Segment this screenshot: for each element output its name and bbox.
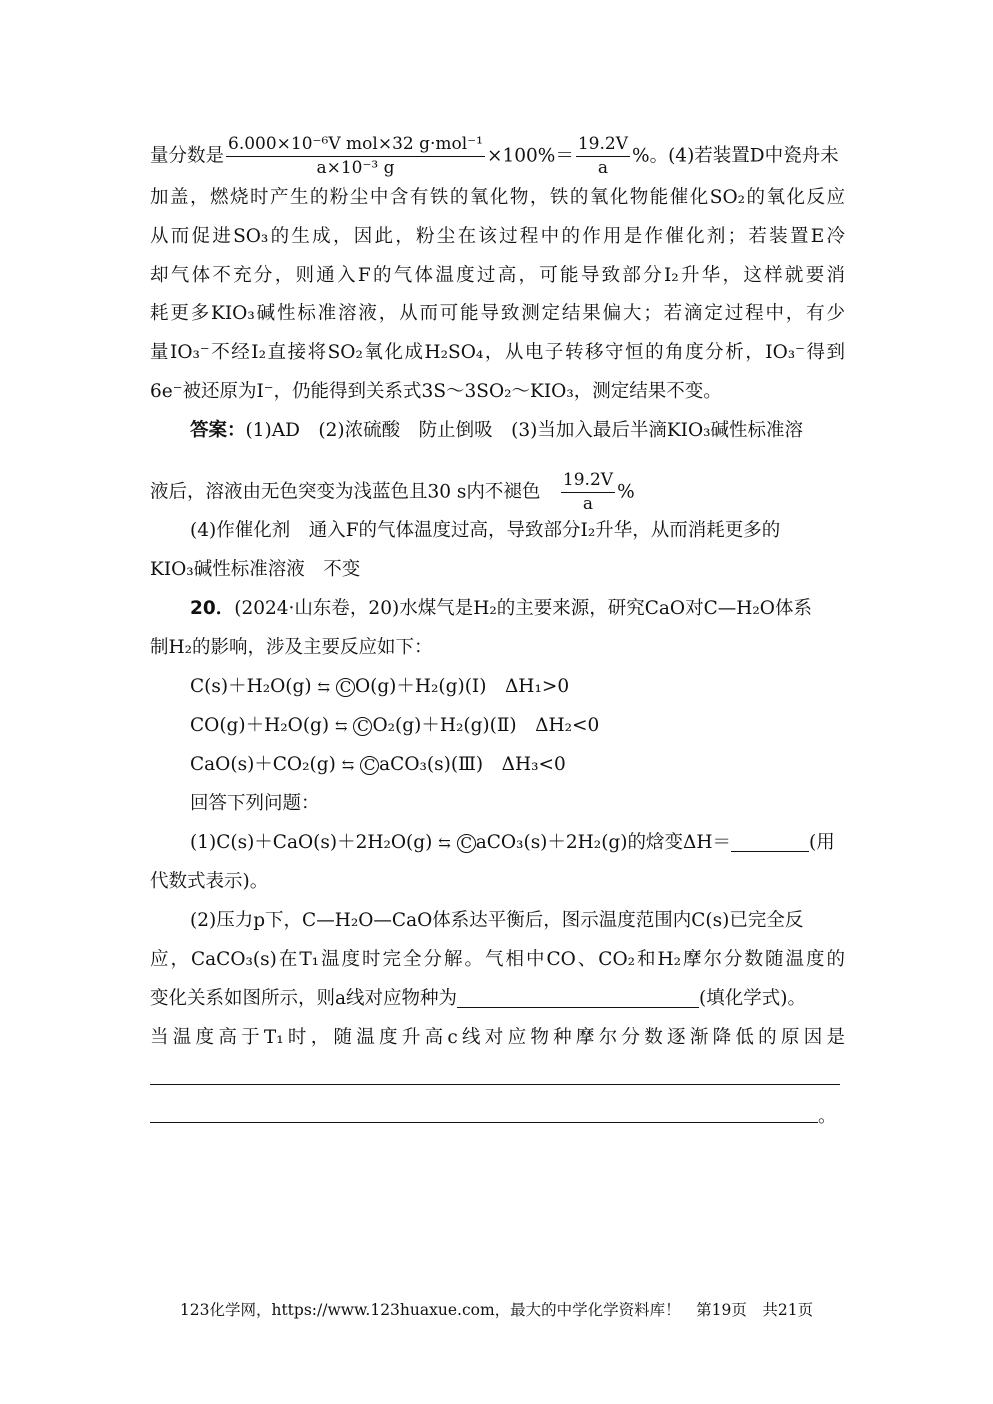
answer-text: % — [617, 481, 635, 503]
reaction-left: (1)C(s)＋CaO(s)＋2H₂O(g) — [190, 832, 433, 853]
reaction-right: O₂(g)＋H₂(g)(Ⅱ) ΔH₂<0 — [372, 715, 600, 736]
subquestion-2-line-1: (2)压力p下，C—H₂O—CaO体系达平衡后，图示温度范围内C(s)已完全反 — [190, 910, 804, 931]
text-segment: (用 — [809, 832, 835, 853]
question-20-line-1 — [190, 596, 845, 622]
fraction-numerator: 19.2V — [561, 470, 615, 493]
circled-letter: C — [457, 834, 476, 853]
reaction-left: CO(g)＋H₂O(g) — [190, 715, 330, 736]
answer-line-2 — [150, 470, 845, 515]
subquestion-2-line-2: 应，CaCO₃(s)在T₁温度时完全分解。气相中CO、CO₂和H₂摩尔分数随温度的 — [150, 949, 845, 970]
text-segment: 变化关系如图所示，则a线对应物种为 — [150, 988, 458, 1009]
answer-blank-1[interactable] — [731, 831, 809, 852]
reaction-right: aCO₃(s)(Ⅲ) ΔH₃<0 — [379, 754, 566, 775]
answer-line-1 — [190, 418, 845, 444]
fraction-result — [576, 134, 630, 179]
answer-line-blank-2[interactable] — [150, 1122, 818, 1123]
text-line-7: 6e⁻被还原为I⁻，仍能得到关系式3S～3SO₂～KIO₃，测定结果不变。 — [150, 381, 722, 402]
reaction-left: CaO(s)＋CO₂(g) — [190, 754, 336, 775]
text-segment: ×100%＝ — [486, 145, 574, 167]
equilibrium-arrow-icon: ⇆ — [341, 756, 355, 774]
circled-letter: C — [360, 756, 379, 775]
end-mark: 。 — [818, 1106, 837, 1127]
circled-letter: C — [336, 678, 355, 697]
answer-line-blank-1[interactable] — [150, 1084, 840, 1085]
text-segment: (填化学式)。 — [699, 988, 806, 1009]
equilibrium-arrow-icon: ⇆ — [334, 717, 348, 735]
fraction-denominator: a — [597, 158, 608, 178]
subquestion-2-line-4: 当温度高于T₁时，随温度升高c线对应物种摩尔分数逐渐降低的原因是 — [150, 1027, 845, 1048]
reaction-right: O(g)＋H₂(g)(Ⅰ) ΔH₁>0 — [354, 676, 570, 697]
text-line-5: 耗更多KIO₃碱性标准溶液，从而可能导致测定结果偏大；若滴定过程中，有少 — [150, 303, 845, 324]
reaction-1 — [190, 674, 845, 700]
fraction-numerator: 19.2V — [576, 134, 630, 157]
equilibrium-arrow-icon: ⇆ — [438, 834, 451, 852]
subquestion-1 — [190, 830, 845, 856]
text-line-4: 却气体不充分，则通入F的气体温度过高，可能导致部分I₂升华，这样就要消 — [150, 265, 845, 286]
text-line-3: 从而促进SO₃的生成，因此，粉尘在该过程中的作用是作催化剂；若装置E冷 — [150, 226, 845, 247]
text-line-2: 加盖，燃烧时产生的粉尘中含有铁的氧化物，铁的氧化物能催化SO₂的氧化反应 — [150, 187, 845, 208]
fraction-numerator: 6.000×10⁻⁶V mol×32 g·mol⁻¹ — [226, 134, 485, 157]
fraction-answer — [561, 470, 615, 515]
answer-label: 答案： — [190, 420, 246, 441]
text-line-1 — [150, 134, 845, 179]
subquestion-2-line-3 — [150, 986, 845, 1012]
equilibrium-arrow-icon: ⇆ — [317, 678, 331, 696]
reaction-3 — [190, 752, 845, 778]
question-20-line-2: 制H₂的影响，涉及主要反应如下： — [150, 637, 433, 658]
reaction-right: aCO₃(s)＋2H₂(g)的焓变ΔH＝ — [475, 832, 731, 853]
fraction-denominator: a — [582, 494, 594, 514]
answer-line-4: KIO₃碱性标准溶液 不变 — [150, 559, 361, 580]
fraction-denominator: a×10⁻³ g — [316, 158, 395, 178]
reaction-left: C(s)＋H₂O(g) — [190, 676, 312, 697]
answer-line-3: (4)作催化剂 通入F的气体温度过高，导致部分I₂升华，从而消耗更多的 — [190, 520, 781, 541]
question-text: (2024·山东卷，20)水煤气是H₂的主要来源，研究CaO对C—H₂O体系 — [234, 598, 812, 619]
subquestion-1-line-2: 代数式表示)。 — [150, 871, 269, 892]
page-footer: 123化学网，https://www.123huaxue.com，最大的中学化学资料库！ 第19页 共21页 — [179, 1301, 814, 1319]
fraction-mass-fraction — [226, 134, 485, 179]
answer-text: 液后，溶液由无色突变为浅蓝色且30 s内不褪色 — [150, 481, 559, 503]
answer-blank-2[interactable] — [457, 987, 699, 1008]
reaction-2 — [190, 713, 845, 739]
question-number: 20． — [190, 598, 235, 619]
text-line-6: 量IO₃⁻不经I₂直接将SO₂氧化成H₂SO₄，从电子转移守恒的角度分析，IO₃⁻得到 — [150, 342, 845, 363]
question-prompt: 回答下列问题： — [190, 793, 320, 814]
text-segment: %。(4)若装置D中瓷舟未 — [632, 145, 839, 167]
circled-letter: C — [353, 717, 372, 736]
answer-text: (1)AD (2)浓硫酸 防止倒吸 (3)当加入最后半滴KIO₃碱性标准溶 — [245, 420, 804, 441]
text-segment: 量分数是 — [150, 145, 225, 167]
